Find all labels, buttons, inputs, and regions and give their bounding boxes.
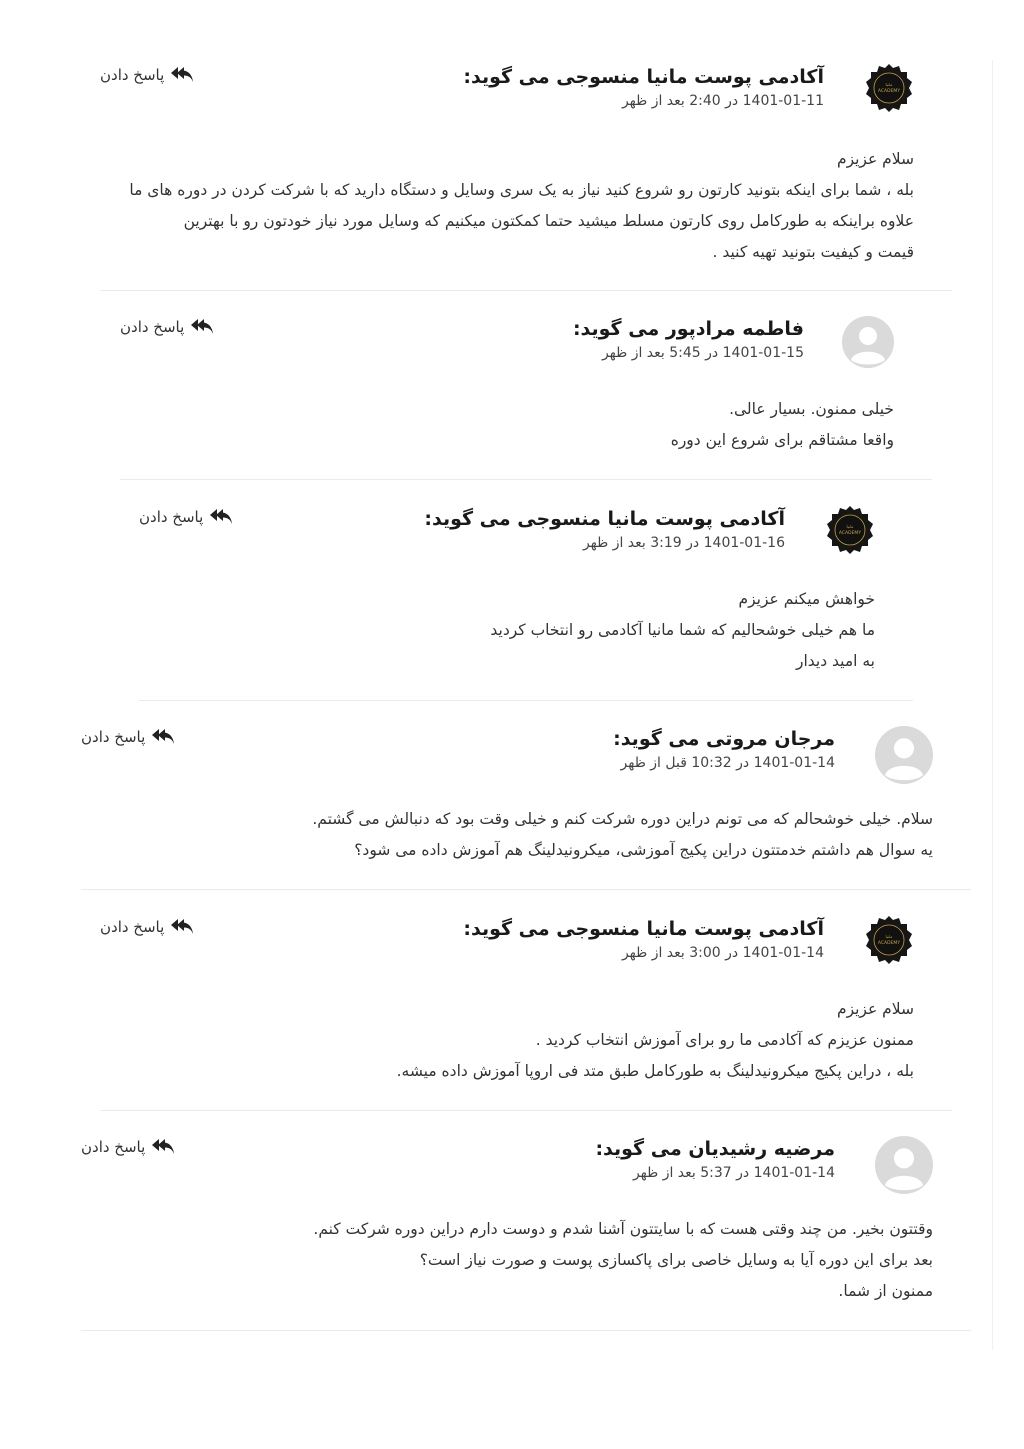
reply-button[interactable] bbox=[120, 318, 214, 336]
reply-label: پاسخ دادن bbox=[100, 918, 165, 936]
comment-line: خواهش میکنم عزیزم bbox=[738, 590, 875, 608]
comment-line: سلام عزیزم bbox=[836, 150, 914, 168]
comment-line: بعد برای این دوره آیا به وسایل خاصی برای پاکسازی پوست و صورت نیاز است؟ bbox=[419, 1251, 933, 1269]
comment-line: ممنون عزیزم که آکادمی ما رو برای آموزش انتخاب کردید . bbox=[535, 1031, 914, 1049]
comment-line: ممنون از شما. bbox=[838, 1282, 933, 1300]
comment-line: سلام عزیزم bbox=[836, 1000, 914, 1018]
academy-logo-avatar bbox=[864, 64, 914, 114]
comment-date[interactable]: 1401-01-14 در 10:32 قبل از ظهر bbox=[620, 755, 835, 771]
comment-line: ما هم خیلی خوشحالیم که شما مانیا آکادمی رو انتخاب کردید bbox=[490, 621, 875, 639]
reply-all-icon bbox=[190, 318, 214, 336]
comment bbox=[81, 1136, 971, 1331]
reply-button[interactable] bbox=[81, 1138, 175, 1156]
reply-button[interactable] bbox=[100, 66, 194, 84]
comment bbox=[139, 506, 913, 701]
comment bbox=[81, 726, 971, 890]
reply-button[interactable] bbox=[81, 728, 175, 746]
comment-date[interactable]: 1401-01-14 در 3:00 بعد از ظهر bbox=[621, 945, 824, 961]
reply-label: پاسخ دادن bbox=[120, 318, 185, 336]
comment-body bbox=[139, 584, 875, 677]
reply-all-icon bbox=[170, 918, 194, 936]
comment-date[interactable]: 1401-01-14 در 5:37 بعد از ظهر bbox=[632, 1165, 835, 1181]
reply-label: پاسخ دادن bbox=[100, 66, 165, 84]
comment-date[interactable]: 1401-01-15 در 5:45 بعد از ظهر bbox=[601, 345, 804, 361]
reply-all-icon bbox=[151, 1138, 175, 1156]
comment-body bbox=[81, 1214, 933, 1307]
comment-line: قیمت و کیفیت بتونید تهیه کنید . bbox=[712, 243, 914, 261]
comment-line: واقعا مشتاقم برای شروع این دوره bbox=[670, 431, 894, 449]
reply-label: پاسخ دادن bbox=[81, 728, 146, 746]
comment-author: مرضیه رشیدیان می گوید: bbox=[595, 1138, 835, 1160]
academy-logo-avatar bbox=[864, 916, 914, 966]
comment-author: آکادمی پوست مانیا منسوجی می گوید: bbox=[463, 918, 824, 940]
comment-line: یه سوال هم داشتم خدمتتون دراین پکیج آموزشی، میکرونیدلینگ هم آموزش داده می شود؟ bbox=[354, 841, 933, 859]
svg-text:ACADEMY: ACADEMY bbox=[838, 531, 862, 536]
reply-all-icon bbox=[151, 728, 175, 746]
comment-body bbox=[100, 994, 914, 1087]
svg-text:ACADEMY: ACADEMY bbox=[877, 941, 901, 946]
reply-all-icon bbox=[209, 508, 233, 526]
comment-date[interactable]: 1401-01-11 در 2:40 بعد از ظهر bbox=[621, 93, 824, 109]
comment-date[interactable]: 1401-01-16 در 3:19 بعد از ظهر bbox=[582, 535, 785, 551]
comment-line: سلام. خیلی خوشحالم که می تونم دراین دوره شرکت کنم و خیلی وقت بود که دنبالش می گشتم. bbox=[312, 810, 933, 828]
default-avatar bbox=[875, 1136, 933, 1194]
comment bbox=[100, 916, 952, 1111]
comment-line: وقتتون بخیر. من چند وقتی هست که با سایتتون آشنا شدم و دوست دارم دراین دوره شرکت کنم. bbox=[313, 1220, 933, 1238]
comment-line: بله ، شما برای اینکه بتونید کارتون رو شروع کنید نیاز به یک سری وسایل و دستگاه دارید که با شرکت کردن در دوره های ما bbox=[129, 181, 914, 199]
reply-button[interactable] bbox=[100, 918, 194, 936]
comment-line: به امید دیدار bbox=[795, 652, 875, 670]
comment-line: علاوه براینکه به طورکامل روی کارتون مسلط میشید حتما کمکتون میکنیم که وسایل مورد نیاز خودتون رو با بهترین bbox=[183, 212, 914, 230]
svg-text:ACADEMY: ACADEMY bbox=[877, 89, 901, 94]
comment-line: خیلی ممنون. بسیار عالی. bbox=[729, 400, 894, 418]
academy-logo-avatar bbox=[825, 506, 875, 556]
comment-body bbox=[100, 144, 914, 268]
comment-line: بله ، دراین پکیج میکرونیدلینگ به طورکامل طبق متد فی اروپا آموزش داده میشه. bbox=[396, 1062, 914, 1080]
default-avatar bbox=[875, 726, 933, 784]
reply-all-icon bbox=[170, 66, 194, 84]
comment bbox=[120, 316, 932, 480]
comment bbox=[100, 64, 952, 291]
default-avatar bbox=[842, 316, 894, 368]
reply-label: پاسخ دادن bbox=[81, 1138, 146, 1156]
reply-button[interactable] bbox=[139, 508, 233, 526]
reply-label: پاسخ دادن bbox=[139, 508, 204, 526]
comment-author: آکادمی پوست مانیا منسوجی می گوید: bbox=[463, 66, 824, 88]
comment-author: آکادمی پوست مانیا منسوجی می گوید: bbox=[424, 508, 785, 530]
comment-body bbox=[120, 394, 894, 456]
comment-author: مرجان مروتی می گوید: bbox=[613, 728, 835, 750]
comment-body bbox=[81, 804, 933, 866]
comment-author: فاطمه مرادپور می گوید: bbox=[572, 318, 804, 340]
svg-text:مانیا: مانیا bbox=[885, 82, 893, 87]
page-edge-rule bbox=[992, 60, 993, 1350]
svg-text:مانیا: مانیا bbox=[885, 934, 893, 939]
svg-text:مانیا: مانیا bbox=[846, 524, 854, 529]
